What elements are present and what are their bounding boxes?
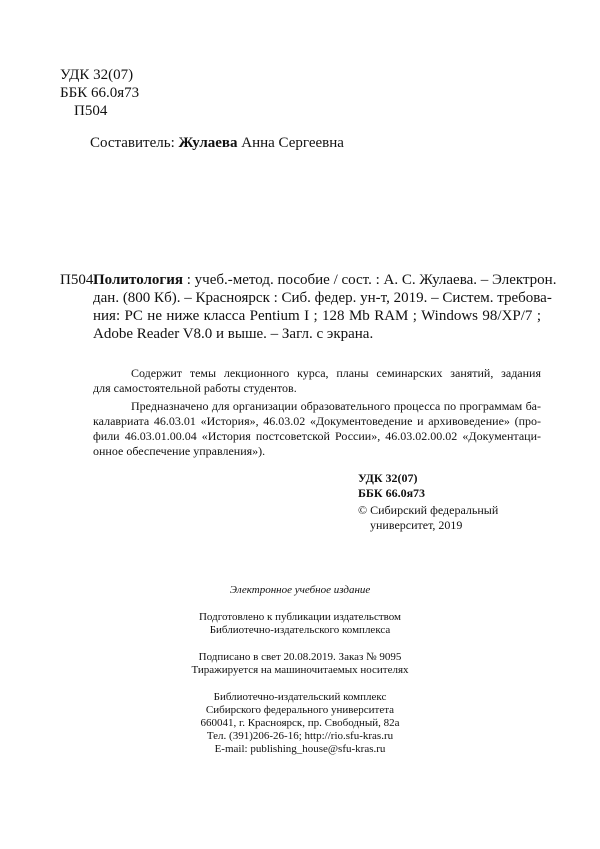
copyright-line-1: © Сибирский федеральный	[358, 503, 499, 517]
prepared-line: Подготовлено к публикации издательством	[198, 611, 402, 623]
biblio-line-1-rest: : учеб.-метод. пособие / сост. : А. С. Жулаева. – Электрон.	[186, 272, 557, 288]
purpose-line: Предназначено для организации образовательного процесса по программам ба-	[131, 399, 541, 413]
purpose-line: калавриата 46.03.01 «История», 46.03.02 «Документоведение и архивоведение» (про-	[93, 414, 541, 428]
biblio-line-3-wrap	[93, 307, 541, 325]
bbk-code: ББК 66.0я73	[60, 85, 140, 101]
purpose	[93, 399, 541, 459]
biblio-line-3: ния: PC не ниже класса Pentium I ; 128 Mb RAM ; Windows 98/XP/7 ;	[93, 308, 541, 324]
abstract-line: для самостоятельной работы студентов.	[93, 381, 297, 395]
udk-code-bottom: УДК 32(07)	[358, 471, 418, 485]
prepared-block	[100, 611, 500, 637]
udk-code: УДК 32(07)	[60, 67, 134, 83]
compiler-surname: Жулаева	[178, 135, 238, 151]
signed-line: Тиражируется на машиночитаемых носителях	[191, 664, 409, 676]
publisher-contact-line: Тел. (391)206-26-16; http://rio.sfu-kras.ru	[206, 730, 394, 742]
compiler-name: Анна Сергеевна	[241, 135, 344, 151]
publisher-email-line: E-mail: publishing_house@sfu-kras.ru	[214, 743, 386, 755]
abstract	[93, 366, 541, 396]
compiler-label: Составитель:	[90, 135, 175, 151]
prepared-line: Библиотечно-издательского комплекса	[209, 624, 391, 636]
biblio-line-4: Adobe Reader V8.0 и выше. – Загл. с экрана.	[93, 326, 374, 342]
biblio-description-cont	[93, 289, 552, 307]
compiler-line	[90, 134, 344, 152]
signed-line: Подписано в свет 20.08.2019. Заказ № 9095	[198, 651, 402, 663]
abstract-line: Содержит темы лекционного курса, планы семинарских занятий, задания	[131, 366, 541, 380]
biblio-line-4-wrap	[93, 325, 373, 343]
publisher-block	[100, 691, 500, 756]
biblio-line-1	[93, 271, 557, 289]
copyright-line-2: университет, 2019	[370, 518, 463, 532]
author-mark: П504	[74, 103, 108, 119]
book-title: Политология	[93, 272, 183, 288]
purpose-line: фили 46.03.01.00.04 «История постсоветской России», 46.03.02.00.02 «Документаци-	[93, 429, 541, 443]
publisher-line: Сибирского федерального университета	[205, 704, 395, 716]
signed-block	[100, 651, 500, 677]
bbk-code-bottom: ББК 66.0я73	[358, 486, 426, 500]
publisher-line: Библиотечно-издательский комплекс	[213, 691, 387, 703]
edition-type: Электронное учебное издание	[229, 584, 371, 596]
biblio-line-2: дан. (800 Кб). – Красноярск : Сиб. федер. ун-т, 2019. – Систем. требова-	[93, 290, 552, 306]
purpose-line: онное обеспечение управления»).	[93, 444, 266, 458]
publisher-line: 660041, г. Красноярск, пр. Свободный, 82а	[200, 717, 400, 729]
biblio-code: П504	[60, 272, 94, 288]
biblio-description	[93, 271, 557, 289]
